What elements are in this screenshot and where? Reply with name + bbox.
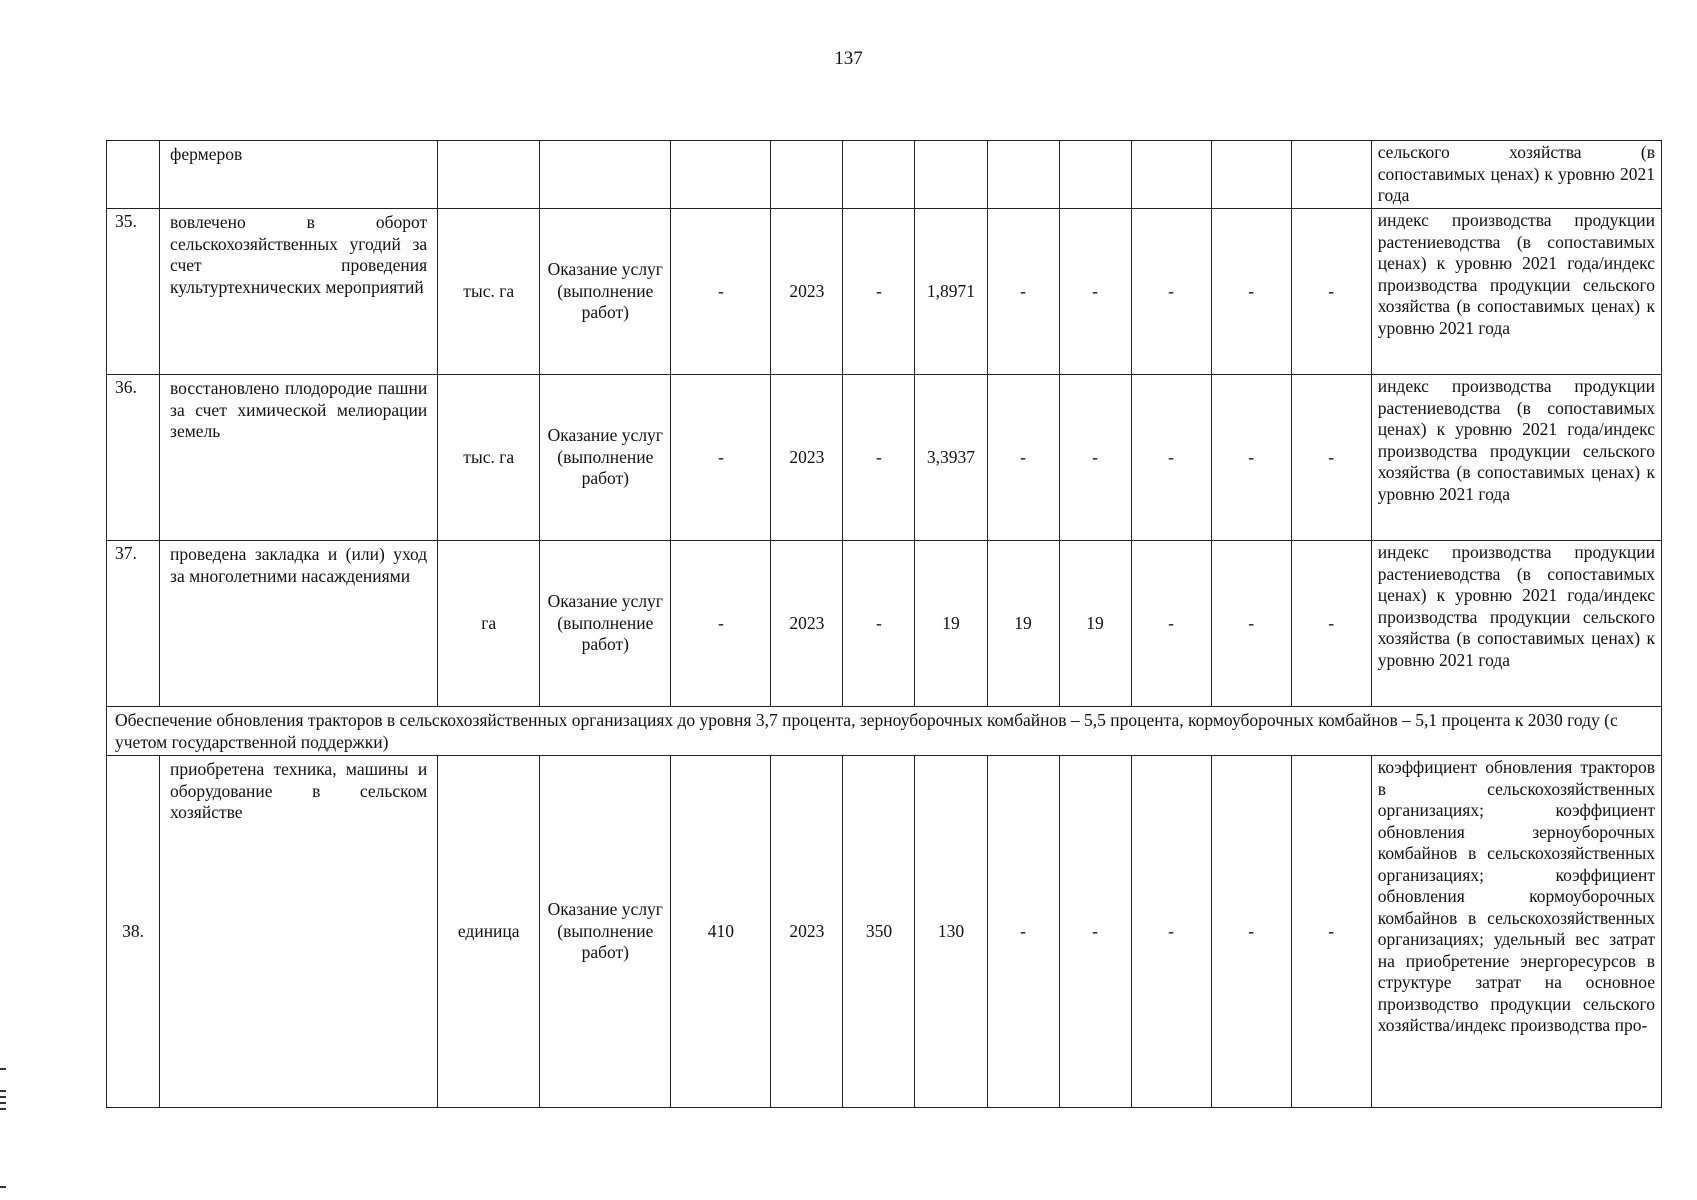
result-name: проведена закладка и (или) уход за многолетними насаждениями xyxy=(160,541,438,707)
row-number: 37. xyxy=(107,541,160,707)
year-cell: 2023 xyxy=(771,756,843,1108)
indicator-cell: индекс производства продукции растениеводства (в сопоставимых ценах) к уровню 2021 года/индекс производства продукции сельского хозяйства (в сопоставимых ценах) к уровню 2021 года xyxy=(1371,209,1661,375)
result-name: вовлечено в оборот сельскохозяйственных угодий за счет проведения культуртехнических мероприятий xyxy=(160,209,438,375)
value-cell: - xyxy=(1131,375,1211,541)
unit-cell: тыс. га xyxy=(438,209,540,375)
type-cell: Оказание услуг (выполнение работ) xyxy=(540,756,671,1108)
margin-mark xyxy=(0,1108,6,1110)
value-cell: - xyxy=(1131,756,1211,1108)
value-cell xyxy=(1131,141,1211,209)
value-cell xyxy=(987,141,1059,209)
table-row xyxy=(107,141,1662,209)
indicator-cell: индекс производства продукции растениеводства (в сопоставимых ценах) к уровню 2021 года/индекс производства продукции сельского хозяйства (в сопоставимых ценах) к уровню 2021 года xyxy=(1371,375,1661,541)
base-value-cell: - xyxy=(671,541,771,707)
indicator-cell: коэффициент обновления тракторов в сельскохозяйственных организациях; коэффициент обновления зерноуборочных комбайнов в сельскохозяйственных организациях; коэффициент обновления кормоуборочных комбайнов в сельскохозяйственных организациях; удельный вес затрат на приобретение энергоресурсов в структуре затрат на основное производство продукции сельского хозяйства/индекс производства про- xyxy=(1371,756,1661,1108)
value-cell: - xyxy=(1211,541,1291,707)
result-name: восстановлено плодородие пашни за счет химической мелиорации земель xyxy=(160,375,438,541)
margin-mark xyxy=(0,1068,6,1070)
value-cell: - xyxy=(843,375,915,541)
value-cell: - xyxy=(1291,209,1371,375)
type-cell: Оказание услуг (выполнение работ) xyxy=(540,375,671,541)
row-number: 38. xyxy=(107,756,160,1108)
year-cell: 2023 xyxy=(771,209,843,375)
margin-mark xyxy=(0,1096,6,1098)
table-row xyxy=(107,541,1662,707)
value-cell: - xyxy=(1059,209,1131,375)
base-value-cell: 410 xyxy=(671,756,771,1108)
unit-cell xyxy=(438,141,540,209)
value-cell: 350 xyxy=(843,756,915,1108)
value-cell: - xyxy=(1211,756,1291,1108)
row-number xyxy=(107,141,160,209)
type-cell: Оказание услуг (выполнение работ) xyxy=(540,541,671,707)
value-cell: - xyxy=(1211,375,1291,541)
value-cell: - xyxy=(987,209,1059,375)
value-cell: - xyxy=(1131,209,1211,375)
year-cell: 2023 xyxy=(771,541,843,707)
indicator-cell: индекс производства продукции растениеводства (в сопоставимых ценах) к уровню 2021 года/индекс производства продукции сельского хозяйства (в сопоставимых ценах) к уровню 2021 года xyxy=(1371,541,1661,707)
value-cell: - xyxy=(1291,756,1371,1108)
value-cell: - xyxy=(1291,541,1371,707)
value-cell xyxy=(1211,141,1291,209)
value-cell: 19 xyxy=(1059,541,1131,707)
value-cell xyxy=(1291,141,1371,209)
value-cell: - xyxy=(1059,756,1131,1108)
value-cell: - xyxy=(1291,375,1371,541)
value-cell xyxy=(843,141,915,209)
margin-mark xyxy=(0,1102,6,1104)
type-cell xyxy=(540,141,671,209)
row-number: 36. xyxy=(107,375,160,541)
indicator-cell: сельского хозяйства (в сопоставимых ценах) к уровню 2021 года xyxy=(1371,141,1661,209)
value-cell: 19 xyxy=(987,541,1059,707)
base-value-cell xyxy=(671,141,771,209)
table-row xyxy=(107,756,1662,1108)
base-value-cell: - xyxy=(671,209,771,375)
value-cell: - xyxy=(1059,375,1131,541)
type-cell: Оказание услуг (выполнение работ) xyxy=(540,209,671,375)
margin-mark xyxy=(0,1090,6,1092)
result-name: приобретена техника, машины и оборудование в сельском хозяйстве xyxy=(160,756,438,1108)
base-value-cell: - xyxy=(671,375,771,541)
unit-cell: тыс. га xyxy=(438,375,540,541)
section-heading: Обеспечение обновления тракторов в сельскохозяйственных организациях до уровня 3,7 процента, зерноуборочных комбайнов – 5,5 процента, кормоуборочных комбайнов – 5,1 процента к 2030 году (с учетом государственной поддержки) xyxy=(107,707,1662,756)
value-cell: - xyxy=(843,209,915,375)
value-cell: 3,3937 xyxy=(915,375,987,541)
value-cell: 1,8971 xyxy=(915,209,987,375)
table-row xyxy=(107,375,1662,541)
table-row xyxy=(107,707,1662,756)
margin-mark xyxy=(0,1186,6,1188)
table-row xyxy=(107,209,1662,375)
value-cell: - xyxy=(1131,541,1211,707)
year-cell xyxy=(771,141,843,209)
row-number: 35. xyxy=(107,209,160,375)
unit-cell: га xyxy=(438,541,540,707)
value-cell: - xyxy=(987,375,1059,541)
year-cell: 2023 xyxy=(771,375,843,541)
value-cell: - xyxy=(987,756,1059,1108)
value-cell: - xyxy=(843,541,915,707)
value-cell: 19 xyxy=(915,541,987,707)
result-name: фермеров xyxy=(160,141,438,209)
value-cell xyxy=(1059,141,1131,209)
value-cell: 130 xyxy=(915,756,987,1108)
page-number: 137 xyxy=(834,48,863,69)
results-table xyxy=(106,140,1662,1108)
unit-cell: единица xyxy=(438,756,540,1108)
value-cell: - xyxy=(1211,209,1291,375)
value-cell xyxy=(915,141,987,209)
